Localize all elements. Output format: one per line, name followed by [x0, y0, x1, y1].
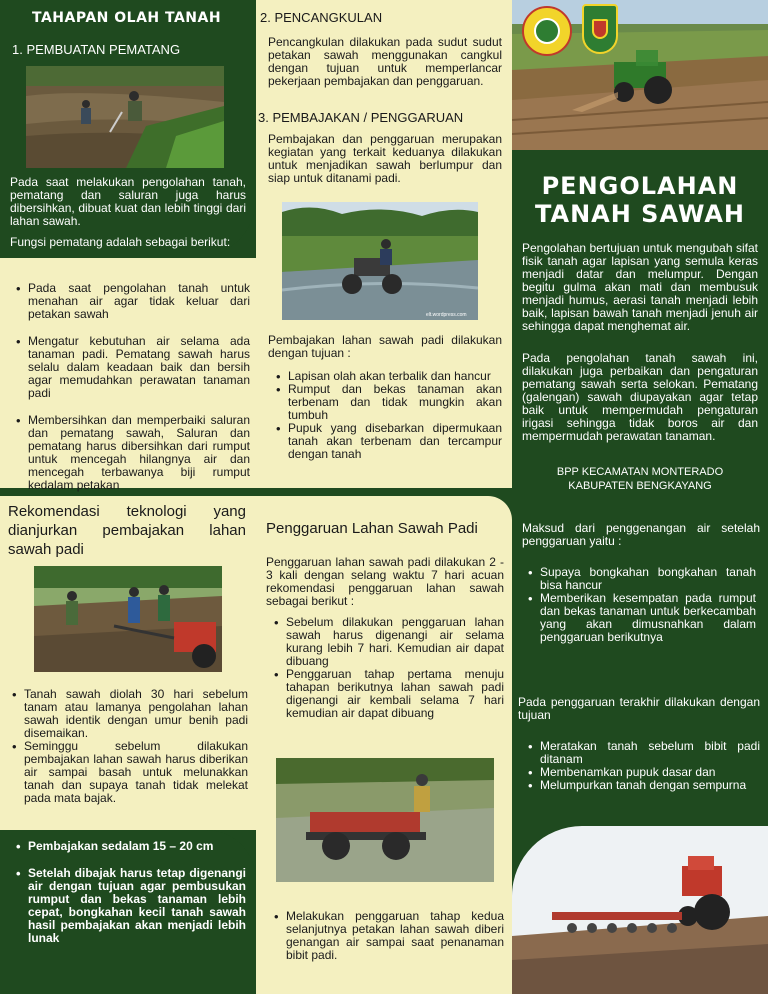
penggaruan-terakhir-intro: Pada penggaruan terakhir dilakukan dengan tujuan [518, 695, 760, 722]
photo-rekomendasi [34, 566, 222, 672]
logo-kabupaten [582, 4, 618, 54]
list-item: • Memberikan kesempatan pada rumput dan bekas tanaman untuk berkecambah yang akan dimusnahkan dalam penggaruan berikutnya [526, 592, 756, 644]
photo-penggaruan [276, 758, 494, 882]
pembajakan-heading: 3. PEMBAJAKAN / PENGGARUAN [258, 110, 464, 125]
tujuan-intro: Pembajakan lahan sawah padi dilakukan dengan tujuan : [268, 333, 502, 360]
list-item: • Seminggu sebelum dilakukan pembajakan lahan sawah harus diberikan air sampai basah untuk melunakkan tanah dan supaya tanah tidak melekat pada mata bajak. [10, 740, 248, 805]
list-item: • Lapisan olah akan terbalik dan hancur [274, 370, 502, 383]
list-item: • Tanah sawah diolah 30 hari sebelum tanam atau lamanya pengolahan lahan sawah identik dengan umur benih padi disemaikan. [10, 688, 248, 740]
list-item: • Melakukan penggaruan tahap kedua selanjutnya petakan lahan sawah diberi genangan air sampai saat penanaman bibit padi. [272, 910, 504, 962]
tujuan-list [274, 370, 502, 461]
fungsi-list [14, 282, 250, 492]
photo-cover [512, 0, 768, 150]
rekomendasi-heading: Rekomendasi teknologi yang dianjurkan pembajakan lahan sawah padi [8, 503, 246, 558]
cover-title-line2: TANAH SAWAH [534, 200, 746, 228]
photo-watermark: elt.wordpress.com [426, 312, 467, 318]
pematang-heading: 1. PEMBUATAN PEMATANG [12, 42, 181, 57]
penggaruan-heading: Penggaruan Lahan Sawah Padi [266, 520, 478, 537]
list-item: • Pada saat pengolahan tanah untuk menahan air agar tidak keluar dari petakan sawah [14, 282, 250, 321]
maksud-intro: Maksud dari penggenangan air setelah penggaruan yaitu : [522, 521, 760, 548]
photo-traktor [282, 202, 478, 320]
logo-kementan [522, 6, 572, 56]
list-item: • Melumpurkan tanah dengan sempurna [526, 779, 760, 792]
photo-tractor-red [512, 826, 768, 994]
org-line1: BPP KECAMATAN MONTERADO [556, 466, 724, 478]
list-item: • Membersihkan dan memperbaiki saluran dan pematang sawah, Saluran dan pematang harus dibersihkan dari rumput untuk mencegah hilangnya air dan mencegah terbawanya biji rumput kedalam petakan [14, 414, 250, 492]
pembajakan-text: Pembajakan dan penggaruan merupakan kegiatan yang terkait keduanya dilakukan untuk menjadikan sawah berlumpur dan siap untuk ditanami padi. [268, 132, 502, 185]
org-line2: KABUPATEN BENGKAYANG [568, 480, 712, 492]
list-item: • Meratakan tanah sebelum bibit padi ditanam [526, 740, 760, 766]
shield-icon [592, 19, 608, 39]
maksud-list [526, 566, 756, 644]
pencangkulan-text: Pencangkulan dilakukan pada sudut sudut petakan sawah menggunakan cangkul dengan tujuan untuk memperlancar pekerjaan pembajakan dan penggaruan. [268, 35, 502, 88]
list-item: • Sebelum dilakukan penggaruan lahan sawah harus digenangi air selama kurang lebih 7 hari. Kemudian air dapat dibuang [272, 616, 504, 668]
fungsi-intro: Fungsi pematang adalah sebagai berikut: [10, 235, 231, 249]
cover-para2: Pada pengolahan tanah sawah ini, dilakukan juga perbaikan dan pengaturan pematang sawah serta selokan. Pematang (galengan) sawah diupayakan agar tetap baik untuk mempermudah pengaturan irigasi sehingga tidak boros air dan mempermudah perawatan tanaman. [522, 351, 758, 443]
rekomendasi-list [10, 688, 248, 805]
pencangkulan-heading: 2. PENCANGKULAN [260, 10, 383, 25]
list-item: • Mengatur kebutuhan air selama ada tanaman padi. Pematang sawah harus selalu dalam keadaan baik dan bersih agar memudahkan perawatan tanaman padi [14, 335, 250, 400]
penggaruan-list [272, 616, 504, 720]
list-item: • Setelah dibajak harus tetap digenangi air dengan tujuan agar pembusukan rumput dan bekas tanaman lebih cepat, bongkahan kecil tanah sawah hasil pembajakan akan menjadi lebih lunak [14, 867, 246, 945]
leaf-icon [534, 18, 560, 44]
list-item: • Supaya bongkahan bongkahan tanah bisa hancur [526, 566, 756, 592]
col1-title: TAHAPAN OLAH TANAH [32, 10, 222, 26]
penggaruan-intro: Penggaruan lahan sawah padi dilakukan 2 - 3 kali dengan selang waktu 7 hari acuan rekomendasi penggaruan lahan sawah sebagai berikut : [266, 555, 504, 608]
rekomendasi-bold-list [14, 840, 246, 945]
pematang-intro: Pada saat melakukan pengolahan tanah, pematang dan saluran juga harus dibersihkan, dibuat kuat dan lebih tinggi dari lahan sawah. [10, 175, 246, 228]
photo-pematang [26, 66, 224, 168]
list-item: • Pupuk yang disebarkan dipermukaan tanah akan terbenam dan tercampur dengan tanah [274, 422, 502, 461]
cover-para1: Pengolahan bertujuan untuk mengubah sifat fisik tanah agar lapisan yang semula keras menjadi datar dan melumpur. Dengan begitu gulma akan mati dan membusuk menjadi humus, aerasi tanah menjadi lebih baik, lapisan bawah tanah menjadi jenuh air sehingga dapat menghemat air. [522, 241, 758, 333]
list-item: • Membenamkan pupuk dasar dan [526, 766, 760, 779]
terakhir-list [526, 740, 760, 792]
list-item: • Rumput dan bekas tanaman akan terbenam dan tidak mungkin akan tumbuh [274, 383, 502, 422]
cover-title-line1: PENGOLAHAN [541, 172, 739, 200]
list-item: • Pembajakan sedalam 15 – 20 cm [14, 840, 246, 853]
penggaruan-last-list [272, 910, 504, 962]
list-item: • Penggaruan tahap pertama menuju tahapan berikutnya lahan sawah padi digenangi air kembali selama 7 hari kemudian air dapat dibuang [272, 668, 504, 720]
